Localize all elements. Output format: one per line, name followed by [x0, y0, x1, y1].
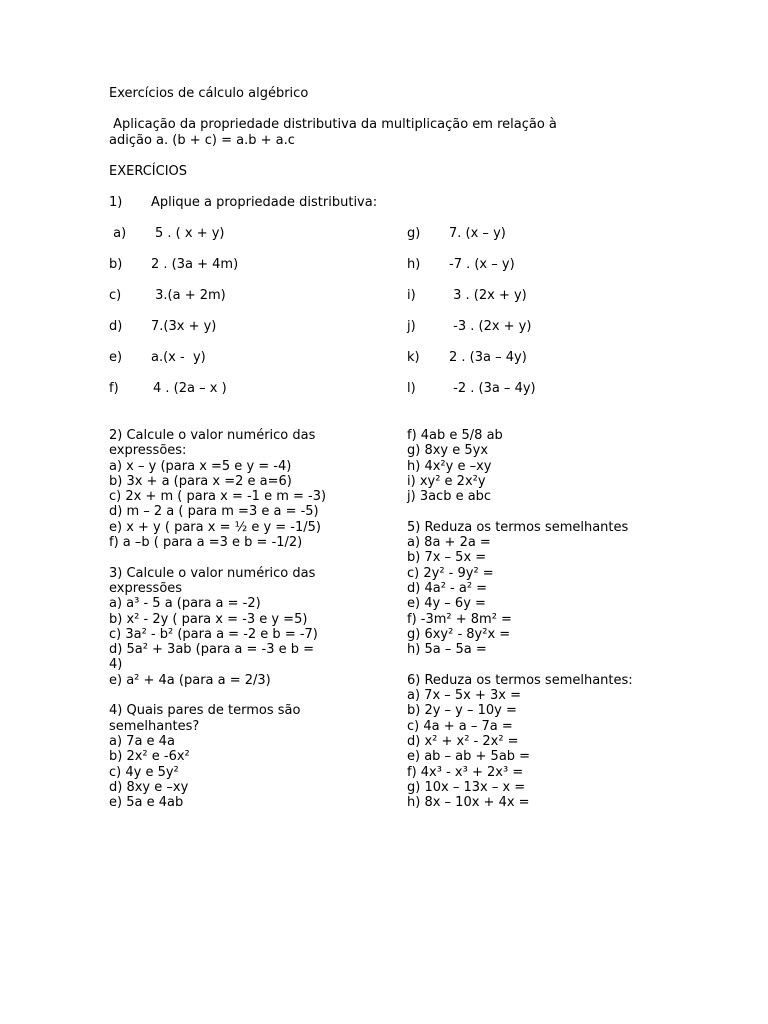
blank-line — [109, 688, 399, 703]
item-expression: 3 . (2x + y) — [449, 288, 527, 303]
text-line: c) 4y e 5y² — [109, 764, 179, 780]
text-line: 2) Calcule o valor numérico das — [109, 428, 316, 443]
item-label: h) — [407, 257, 421, 272]
item-expression: 3.(a + 2m) — [151, 288, 226, 303]
text-line: d) 8xy e –xy — [109, 779, 189, 795]
text-line: 4) — [109, 657, 123, 673]
text-line: d) m – 2 a ( para m =3 e a = -5) — [109, 504, 319, 520]
intro-line-2: adição a. (b + c) = a.b + a.c — [109, 133, 295, 148]
text-line: a) 8a + 2a = — [407, 535, 491, 551]
item-expression: a.(x - y) — [151, 350, 206, 365]
text-line: f) a –b ( para a =3 e b = -1/2) — [109, 535, 303, 551]
item-expression: 2 . (3a + 4m) — [151, 257, 239, 272]
text-line: d) 4a² - a² = — [407, 580, 488, 596]
text-line: e) 5a e 4ab — [109, 795, 184, 811]
item-expression: 7. (x – y) — [449, 226, 506, 241]
q1-item-l — [407, 381, 536, 428]
text-line: h) 4x²y e –xy — [407, 458, 492, 474]
text-line: g) 8xy e 5yx — [407, 443, 489, 459]
text-line: g) 10x – 13x – x = — [407, 779, 526, 795]
q1-item-f — [109, 381, 227, 428]
intro-line-1: Aplicação da propriedade distributiva da multiplicação em relação à — [109, 117, 557, 132]
text-line: c) 2x + m ( para x = -1 e m = -3) — [109, 489, 327, 505]
text-line: 5) Reduza os termos semelhantes — [407, 519, 629, 535]
text-line: f) 4x³ - x³ + 2x³ = — [407, 764, 524, 780]
item-label: l) — [407, 381, 416, 396]
item-label: i) — [407, 288, 416, 303]
text-line: c) 4a + a – 7a = — [407, 718, 513, 734]
text-line: b) 2y – y – 10y = — [407, 703, 517, 719]
text-line: c) 2y² - 9y² = — [407, 565, 494, 581]
item-expression: 4 . (2a – x ) — [153, 381, 227, 396]
text-line: e) ab – ab + 5ab = — [407, 749, 531, 765]
text-line: a) 7a e 4a — [109, 733, 175, 749]
text-line: a) x – y (para x =5 e y = -4) — [109, 458, 292, 474]
item-expression: -3 . (2x + y) — [449, 319, 532, 334]
text-line: d) 5a² + 3ab (para a = -3 e b = — [109, 642, 315, 658]
text-line: 4) Quais pares de termos são — [109, 703, 301, 719]
text-line: e) x + y ( para x = ½ e y = -1/5) — [109, 519, 321, 535]
text-line: expressões — [109, 580, 183, 596]
item-label: a) — [109, 226, 127, 241]
text-line: g) 6xy² - 8y²x = — [407, 626, 511, 642]
blank-line — [407, 504, 707, 519]
right-column-exercises — [407, 428, 707, 810]
text-line: c) 3a² - b² (para a = -2 e b = -7) — [109, 626, 318, 642]
text-line: i) xy² e 2x²y — [407, 473, 486, 489]
document-title: Exercícios de cálculo algébrico — [109, 86, 309, 101]
left-column-exercises — [109, 428, 399, 810]
text-line: d) x² + x² - 2x² = — [407, 733, 519, 749]
item-expression: 7.(3x + y) — [151, 319, 217, 334]
item-label: c) — [109, 288, 122, 303]
text-line: 6) Reduza os termos semelhantes: — [407, 672, 633, 688]
text-line: e) 4y – 6y = — [407, 596, 486, 612]
item-label: f) — [109, 381, 119, 396]
text-line: b) 2x² e -6x² — [109, 749, 190, 765]
text-line: semelhantes? — [109, 718, 200, 734]
item-expression: 5 . ( x + y) — [155, 226, 225, 241]
text-line: h) 8x – 10x + 4x = — [407, 795, 530, 811]
item-label: g) — [407, 226, 421, 241]
text-line: b) 3x + a (para x =2 e a=6) — [109, 473, 292, 489]
exercicios-heading: EXERCÍCIOS — [109, 164, 188, 179]
question-1-number: 1) — [109, 195, 123, 210]
blank-line — [407, 657, 707, 672]
text-line: f) 4ab e 5/8 ab — [407, 428, 503, 443]
text-line: e) a² + 4a (para a = 2/3) — [109, 672, 271, 688]
text-line: f) -3m² + 8m² = — [407, 611, 512, 627]
text-line: h) 5a – 5a = — [407, 642, 487, 658]
item-label: j) — [407, 319, 416, 334]
item-label: d) — [109, 319, 123, 334]
text-line: 3) Calcule o valor numérico das — [109, 565, 316, 581]
question-1-text: Aplique a propriedade distributiva: — [151, 195, 378, 210]
text-line: j) 3acb e abc — [407, 489, 492, 505]
text-line: b) 7x – 5x = — [407, 550, 487, 566]
item-expression: -7 . (x – y) — [449, 257, 515, 272]
item-label: e) — [109, 350, 123, 365]
item-expression: -2 . (3a – 4y) — [449, 381, 536, 396]
text-line: a) a³ - 5 a (para a = -2) — [109, 596, 261, 612]
blank-line — [109, 550, 399, 565]
text-line: expressões: — [109, 443, 187, 459]
text-line: a) 7x – 5x + 3x = — [407, 688, 522, 704]
item-expression: 2 . (3a – 4y) — [449, 350, 527, 365]
text-line: b) x² - 2y ( para x = -3 e y =5) — [109, 611, 308, 627]
item-label: k) — [407, 350, 420, 365]
item-label: b) — [109, 257, 123, 272]
